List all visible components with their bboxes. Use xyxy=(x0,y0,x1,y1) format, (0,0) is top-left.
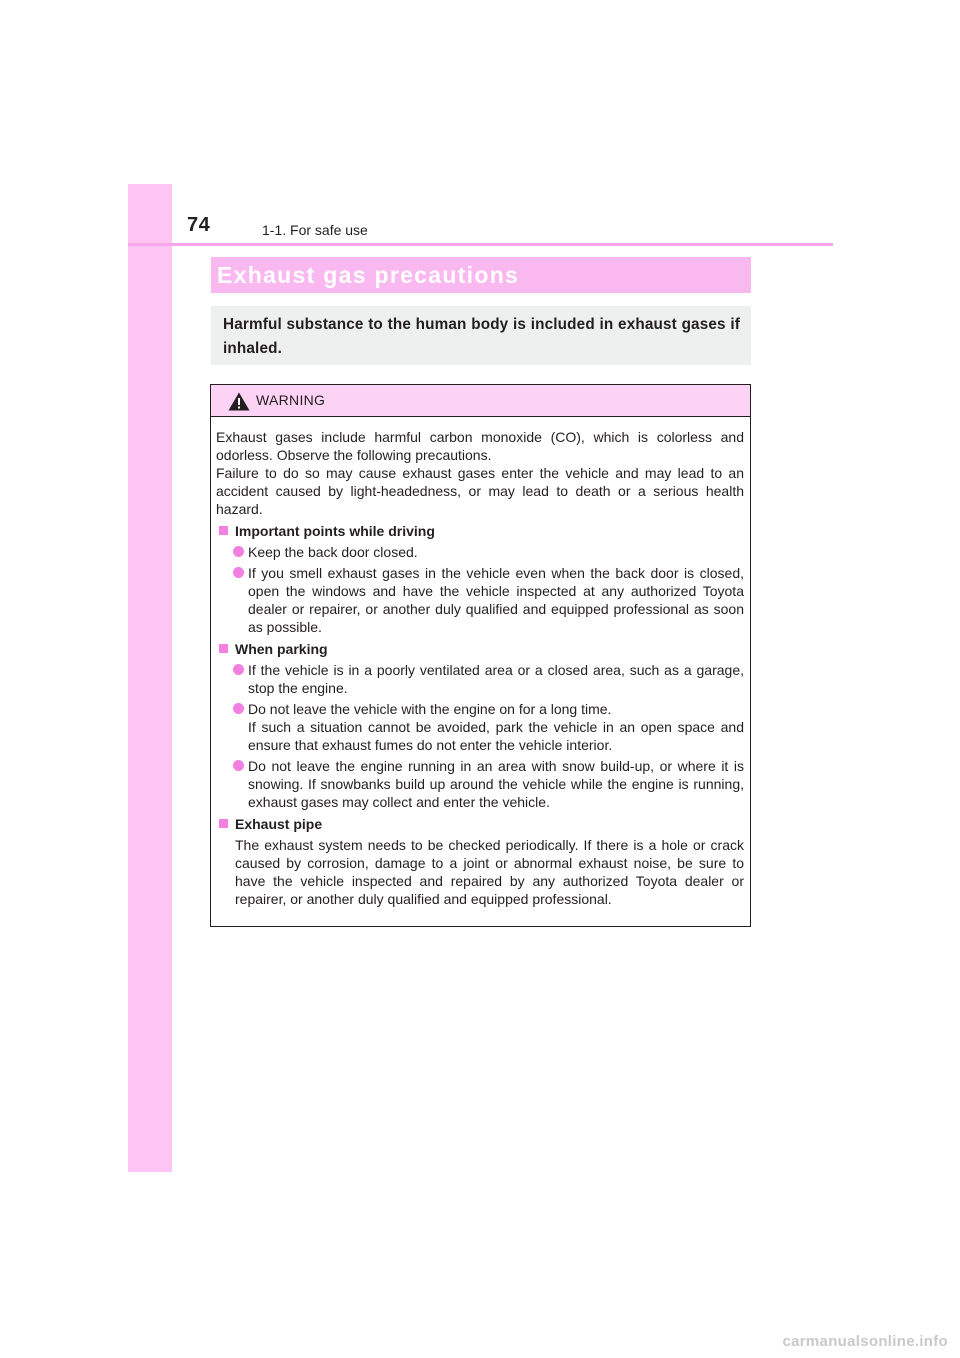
side-tab xyxy=(128,184,172,1172)
page-number: 74 xyxy=(187,214,211,236)
circle-bullet-icon xyxy=(233,567,244,578)
warning-header xyxy=(211,385,750,417)
square-bullet-icon xyxy=(219,819,228,828)
list-item: Keep the back door closed. xyxy=(216,543,744,561)
list-item: If the vehicle is in a poorly ventilated area or a closed area, such as a garage, stop the engine. xyxy=(216,661,744,697)
warning-triangle-icon xyxy=(228,392,250,411)
list-item: Do not leave the engine running in an area with snow build-up, or where it is snowing. If snowbanks build up around the vehicle while the engine is running, exhaust gases may collect and enter the vehicle. xyxy=(216,757,744,811)
warning-intro-2: Failure to do so may cause exhaust gases enter the vehicle and may lead to an accident caused by light-headedness, or may lead to death or a serious health hazard. xyxy=(216,465,744,517)
warning-box xyxy=(210,384,751,927)
intro-text: Harmful substance to the human body is included in exhaust gases if inhaled. xyxy=(223,316,740,357)
title-bar xyxy=(211,257,751,293)
page-title: Exhaust gas precautions xyxy=(217,261,520,288)
warning-intro-1: Exhaust gases include harmful carbon monoxide (CO), which is colorless and odorless. Observe the following precautions. xyxy=(216,429,744,463)
section-label: 1-1. For safe use xyxy=(262,222,368,238)
square-bullet-icon xyxy=(219,644,228,653)
circle-bullet-icon xyxy=(233,760,244,771)
watermark: carmanualsonline.info xyxy=(782,1333,948,1350)
circle-bullet-icon xyxy=(233,703,244,714)
parking-extra-text: If such a situation cannot be avoided, park the vehicle in an open space and ensure that exhaust fumes do not enter the vehicle interior. xyxy=(248,719,744,753)
circle-bullet-icon xyxy=(233,664,244,675)
list-item: Do not leave the vehicle with the engine on for a long time. xyxy=(216,700,744,718)
heading-exhaust-pipe: Exhaust pipe xyxy=(216,815,744,833)
heading-driving: Important points while driving xyxy=(216,522,744,540)
warning-body xyxy=(211,417,750,908)
header-rule xyxy=(128,243,833,246)
heading-parking: When parking xyxy=(216,640,744,658)
list-item: If you smell exhaust gases in the vehicle even when the back door is closed, open the windows and have the vehicle inspected at any authorized Toyota dealer or repairer, or another duly qualified and equipped professional as soon as possible. xyxy=(216,564,744,636)
exhaust-pipe-text: The exhaust system needs to be checked periodically. If there is a hole or crack caused by corrosion, damage to a joint or abnormal exhaust noise, be sure to have the vehicle inspected and repaired by any authorized Toyota dealer or repairer, or another duly qualified and equipped professional. xyxy=(235,837,744,907)
circle-bullet-icon xyxy=(233,546,244,557)
warning-label: WARNING xyxy=(256,392,326,408)
intro-box xyxy=(211,306,751,365)
square-bullet-icon xyxy=(219,526,228,535)
